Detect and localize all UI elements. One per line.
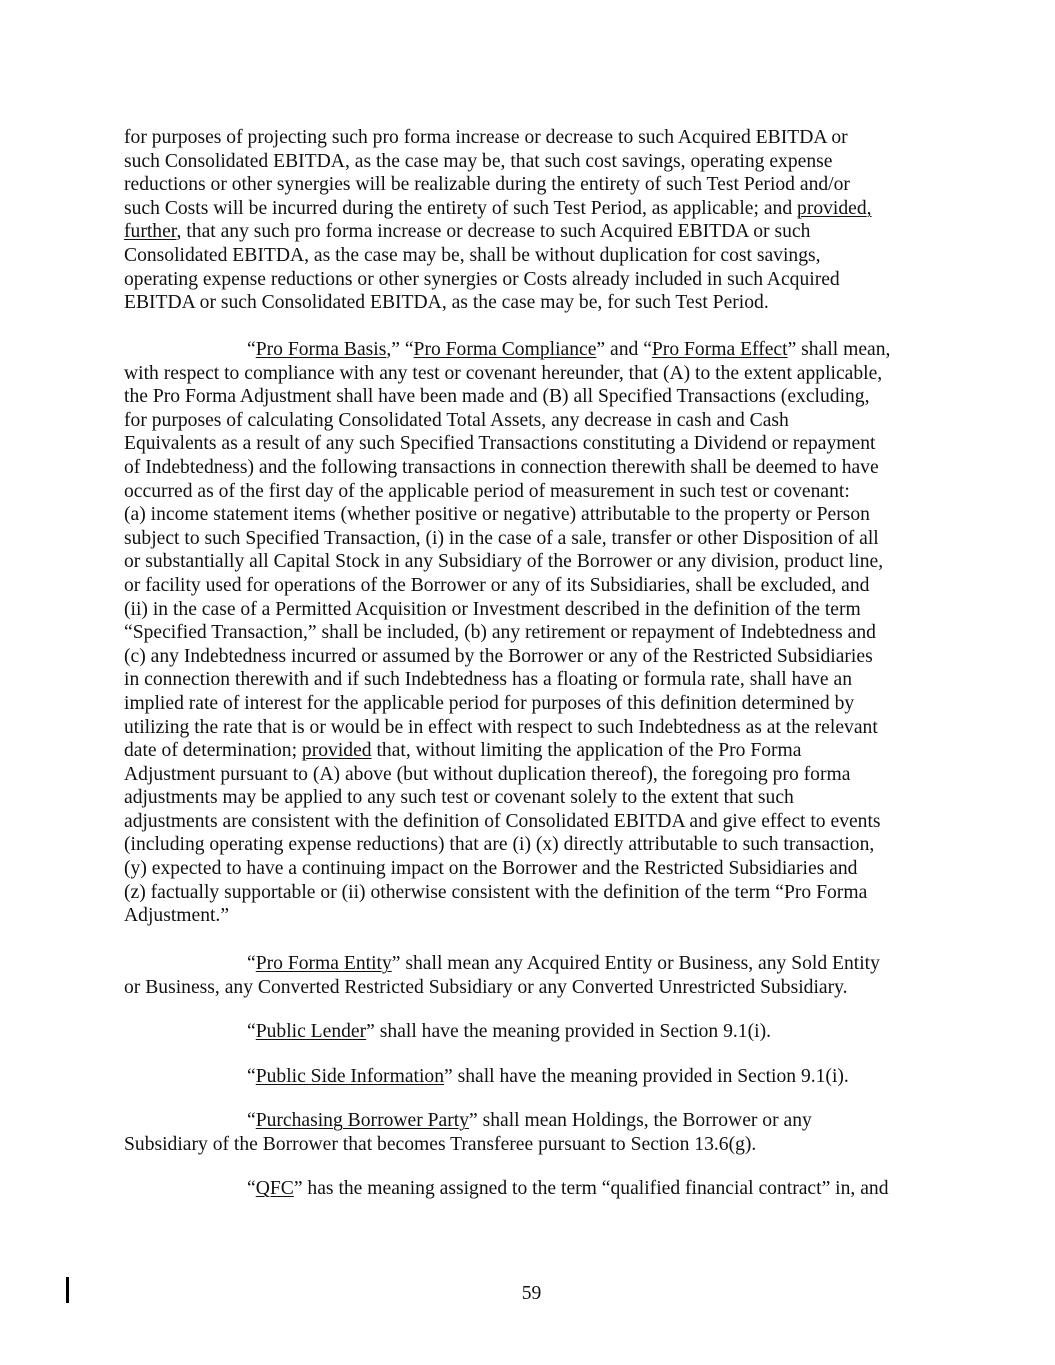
text-line: Subsidiary of the Borrower that becomes Transferee pursuant to Section 13.6(g). [124, 1133, 757, 1155]
text-line: “QFC” has the meaning assigned to the term “qualified financial contract” in, and [247, 1178, 889, 1199]
text-line: or facility used for operations of the Borrower or any of its Subsidiaries, shall be excluded, and [124, 574, 870, 596]
text-line: in connection therewith and if such Indebtedness has a floating or formula rate, shall have an [124, 669, 852, 691]
text-line: (c) any Indebtedness incurred or assumed by the Borrower or any of the Restricted Subsidiaries [124, 645, 873, 667]
defined-term-provided: provided [301, 740, 372, 762]
text-line: reductions or other synergies will be realizable during the entirety of such Test Period and/or [124, 174, 850, 196]
text-line: the Pro Forma Adjustment shall have been made and (B) all Specified Transactions (excluding, [124, 386, 870, 408]
defined-term-pro-forma-compliance: Pro Forma Compliance [413, 339, 597, 360]
text-line: “Public Side Information” shall have the meaning provided in Section 9.1(i). [247, 1066, 849, 1087]
text-line: “Pro Forma Entity” shall mean any Acquired Entity or Business, any Sold Entity [247, 953, 880, 974]
text-line: (y) expected to have a continuing impact on the Borrower and the Restricted Subsidiaries and [124, 858, 858, 880]
defined-term-public-lender: Public Lender [255, 1021, 367, 1042]
text-line: (z) factually supportable or (ii) otherwise consistent with the definition of the term “Pro Forma [124, 881, 868, 903]
defined-term-further: further [124, 221, 177, 243]
text-line: (a) income statement items (whether positive or negative) attributable to the property or Person [124, 504, 870, 526]
definition-purchasing-borrower-party [124, 1109, 924, 1156]
text-line: Adjustment.” [124, 905, 230, 927]
text-line: with respect to compliance with any test or covenant hereunder, that (A) to the extent applicable, [124, 362, 883, 384]
text-line: implied rate of interest for the applicable period for purposes of this definition determined by [124, 692, 855, 714]
text-line: of Indebtedness) and the following transactions in connection therewith shall be deemed to have [124, 456, 879, 478]
text-line: “Public Lender” shall have the meaning provided in Section 9.1(i). [247, 1021, 772, 1042]
defined-term-purchasing-borrower-party: Purchasing Borrower Party [255, 1110, 470, 1131]
paragraph-continuation [124, 126, 924, 315]
text-line: Consolidated EBITDA, as the case may be, shall be without duplication for cost savings, [124, 244, 821, 266]
definition-public-lender [124, 1020, 924, 1044]
text-line: adjustments are consistent with the definition of Consolidated EBITDA and give effect to events [124, 810, 881, 832]
defined-term-qfc: QFC [255, 1178, 294, 1199]
defined-term-pro-forma-entity: Pro Forma Entity [255, 953, 392, 974]
text-line: for purposes of calculating Consolidated Total Assets, any decrease in cash and Cash [124, 409, 789, 431]
text-line: (including operating expense reductions) that are (i) (x) directly attributable to such transaction, [124, 834, 875, 856]
text-line: Equivalents as a result of any such Specified Transactions constituting a Dividend or repayment [124, 433, 876, 455]
text-line: subject to such Specified Transaction, (i) in the case of a sale, transfer or other Disposition of all [124, 527, 879, 549]
text-line: utilizing the rate that is or would be in effect with respect to such Indebtedness as at the relevant [124, 716, 878, 738]
text-line: occurred as of the first day of the applicable period of measurement in such test or covenant: [124, 480, 850, 502]
defined-term-pro-forma-effect: Pro Forma Effect [651, 339, 788, 360]
text-line: adjustments may be applied to any such test or covenant solely to the extent that such [124, 787, 794, 809]
definition-pro-forma-basis [124, 338, 924, 928]
definition-qfc [124, 1177, 924, 1201]
text-line: further, that any such pro forma increase or decrease to such Acquired EBITDA or such [124, 221, 811, 243]
text-line: such Costs will be incurred during the entirety of such Test Period, as applicable; and provided, [124, 197, 872, 219]
text-line: such Consolidated EBITDA, as the case may be, that such cost savings, operating expense [124, 150, 833, 172]
text-line: or substantially all Capital Stock in any Subsidiary of the Borrower or any division, product line, [124, 551, 884, 573]
text-line: “Pro Forma Basis,” “Pro Forma Compliance” and “Pro Forma Effect” shall mean, [247, 339, 891, 360]
text-line: Adjustment pursuant to (A) above (but without duplication thereof), the foregoing pro forma [124, 763, 851, 785]
text-line: operating expense reductions or other synergies or Costs already included in such Acquired [124, 268, 840, 290]
text-line: date of determination; provided that, without limiting the application of the Pro Forma [124, 740, 802, 762]
text-line: or Business, any Converted Restricted Subsidiary or any Converted Unrestricted Subsidiary. [124, 976, 848, 998]
definition-pro-forma-entity [124, 952, 924, 999]
defined-term-public-side-information: Public Side Information [255, 1066, 444, 1087]
text-line: for purposes of projecting such pro forma increase or decrease to such Acquired EBITDA or [124, 127, 848, 148]
defined-term-provided: provided [797, 197, 867, 219]
text-line: EBITDA or such Consolidated EBITDA, as the case may be, for such Test Period. [124, 292, 769, 314]
text-line: (ii) in the case of a Permitted Acquisition or Investment described in the definition of the term [124, 598, 861, 620]
text-line: “Specified Transaction,” shall be included, (b) any retirement or repayment of Indebtedness and [124, 622, 876, 644]
page-number: 59 [521, 1283, 542, 1304]
defined-term-pro-forma-basis: Pro Forma Basis [255, 339, 387, 360]
text-line: “Purchasing Borrower Party” shall mean Holdings, the Borrower or any [247, 1110, 812, 1131]
definition-public-side-information [124, 1065, 924, 1089]
